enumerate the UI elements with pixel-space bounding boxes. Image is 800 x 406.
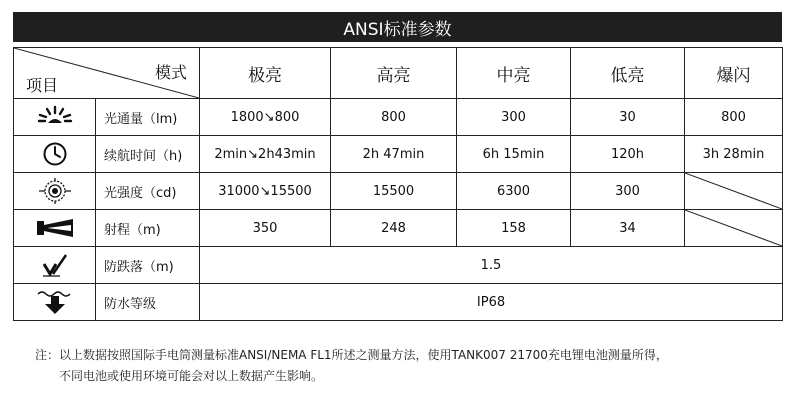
table-cell: 31000↘15500 [200, 173, 331, 210]
row-label: 续航时间（h) [96, 136, 200, 173]
drop-test-icon [14, 247, 96, 284]
target-icon [14, 173, 96, 210]
mode-header: 低亮 [571, 48, 685, 99]
table-cell: 6300 [457, 173, 571, 210]
sunburst-icon [14, 99, 96, 136]
table-cell: 800 [685, 99, 783, 136]
table-cell: 158 [457, 210, 571, 247]
table-cell: 120h [571, 136, 685, 173]
not-applicable-cell [685, 173, 783, 210]
footnote [35, 345, 668, 387]
table-cell: 2min↘2h43min [200, 136, 331, 173]
row-label: 射程（m) [96, 210, 200, 247]
table-row [14, 136, 783, 173]
table-cell: 800 [331, 99, 457, 136]
table-cell: 3h 28min [685, 136, 783, 173]
table-cell: 15500 [331, 173, 457, 210]
footnote-line: 注：以上数据按照国际手电筒测量标准ANSI/NEMA FL1所述之测量方法，使用TANK007 21700充电锂电池测量所得， [35, 348, 668, 362]
table-row [14, 210, 783, 247]
footnote-line: 不同电池或使用环境可能会对以上数据产生影响。 [59, 369, 324, 383]
header-row [14, 48, 783, 99]
mode-header: 中亮 [457, 48, 571, 99]
clock-icon [14, 136, 96, 173]
table-title: ANSI标准参数 [13, 12, 782, 42]
table-cell: 300 [571, 173, 685, 210]
corner-header [14, 48, 200, 99]
mode-header: 极亮 [200, 48, 331, 99]
waterproof-icon [14, 284, 96, 321]
table-cell: 248 [331, 210, 457, 247]
spec-table [13, 47, 783, 321]
table-cell: 300 [457, 99, 571, 136]
item-header-label: 项目 [26, 76, 59, 95]
table-row [14, 99, 783, 136]
row-label: 光通量（lm) [96, 99, 200, 136]
table-cell: 6h 15min [457, 136, 571, 173]
table-cell: 34 [571, 210, 685, 247]
not-applicable-cell [685, 210, 783, 247]
beam-icon [14, 210, 96, 247]
table-row [14, 173, 783, 210]
mode-header: 爆闪 [685, 48, 783, 99]
mode-header: 高亮 [331, 48, 457, 99]
mode-header-label: 模式 [154, 63, 187, 82]
table-cell: 30 [571, 99, 685, 136]
row-label: 防水等级 [96, 284, 200, 321]
row-label: 光强度（cd) [96, 173, 200, 210]
table-row [14, 247, 783, 284]
table-cell: 2h 47min [331, 136, 457, 173]
merged-cell: IP68 [200, 284, 783, 321]
row-label: 防跌落（m) [96, 247, 200, 284]
table-cell: 1800↘800 [200, 99, 331, 136]
table-cell: 350 [200, 210, 331, 247]
table-row [14, 284, 783, 321]
merged-cell: 1.5 [200, 247, 783, 284]
